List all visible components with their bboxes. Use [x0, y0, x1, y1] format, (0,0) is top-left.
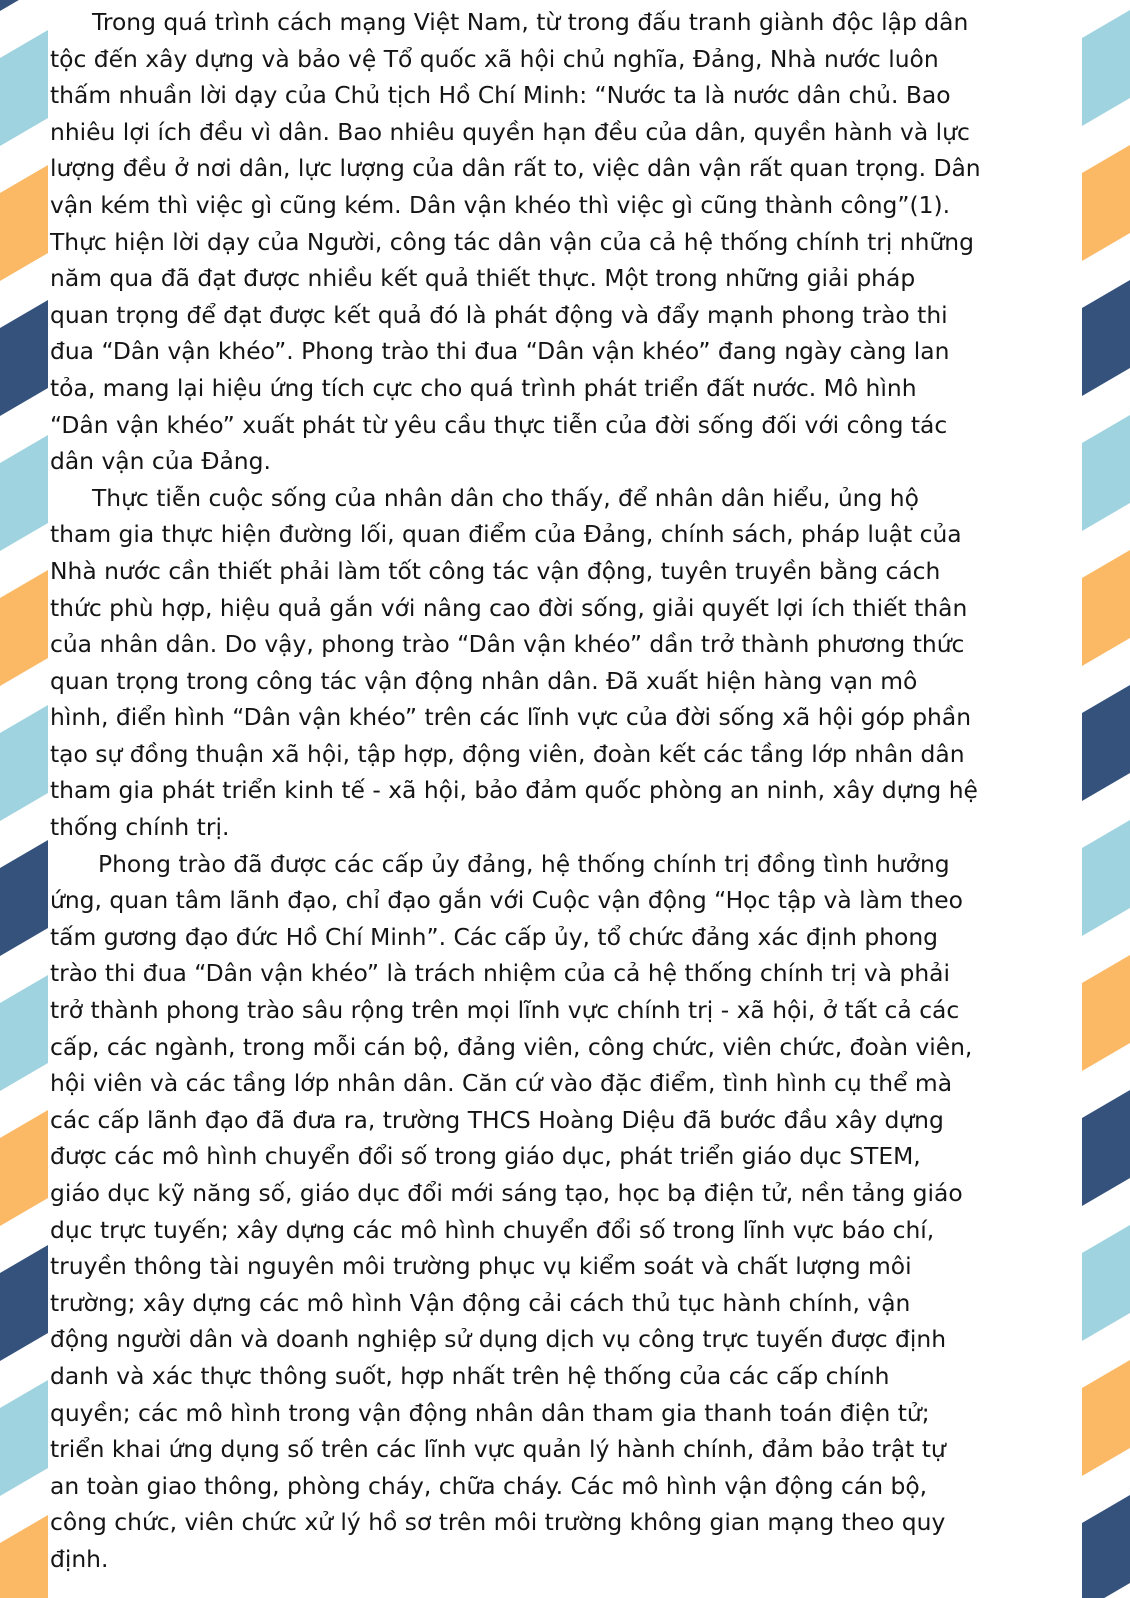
stripe — [0, 570, 48, 686]
text-line: “Dân vận khéo” xuất phát từ yêu cầu thực tiễn của đời sống đối với công tác — [50, 410, 948, 439]
text-line: Trong quá trình cách mạng Việt Nam, từ trong đấu tranh giành độc lập dân — [92, 8, 969, 36]
text-line: định. — [50, 1544, 109, 1573]
text-line: dục trực tuyến; xây dựng các mô hình chuyển đổi số trong lĩnh vực báo chí, — [50, 1215, 935, 1244]
text-line: của nhân dân. Do vậy, phong trào “Dân vận khéo” dần trở thành phương thức — [50, 630, 965, 659]
text-line: thức phù hợp, hiệu quả gắn với nâng cao đời sống, giải quyết lợi ích thiết thân — [50, 593, 968, 622]
text-line: giáo dục kỹ năng số, giáo dục đổi mới sáng tạo, học bạ điện tử, nền tảng giáo — [50, 1179, 963, 1207]
stripe — [0, 165, 48, 281]
stripe — [0, 1515, 48, 1598]
stripe — [0, 0, 48, 11]
text-line: tạo sự đồng thuận xã hội, tập hợp, động viên, đoàn kết các tầng lớp nhân dân — [50, 739, 965, 768]
stripe — [0, 840, 48, 956]
text-line: vận kém thì việc gì cũng kém. Dân vận khéo thì việc gì cũng thành công”(1). — [50, 190, 951, 219]
paragraph-1 — [50, 4, 1090, 480]
stripe — [0, 975, 48, 1091]
text-line: thấm nhuần lời dạy của Chủ tịch Hồ Chí Minh: “Nước ta là nước dân chủ. Bao — [50, 81, 951, 110]
text-line: trở thành phong trào sâu rộng trên mọi lĩnh vực chính trị - xã hội, ở tất cả các — [50, 996, 960, 1025]
stripe — [0, 30, 48, 146]
text-line: danh và xác thực thông suốt, hợp nhất trên hệ thống của các cấp chính — [50, 1361, 890, 1390]
text-line: cấp, các ngành, trong mỗi cán bộ, đảng viên, công chức, viên chức, đoàn viên, — [50, 1032, 973, 1061]
text-line: lượng đều ở nơi dân, lực lượng của dân rất to, việc dân vận rất quan trọng. Dân — [50, 154, 981, 183]
text-line: tộc đến xây dựng và bảo vệ Tổ quốc xã hội chủ nghĩa, Đảng, Nhà nước luôn — [50, 44, 939, 73]
stripe — [0, 1245, 48, 1361]
text-line: quan trọng để đạt được kết quả đó là phát động và đẩy mạnh phong trào thi — [50, 300, 948, 329]
text-line: Thực hiện lời dạy của Người, công tác dân vận của cả hệ thống chính trị những — [50, 227, 974, 256]
text-line: được các mô hình chuyển đổi số trong giáo dục, phát triển giáo dục STEM, — [50, 1142, 921, 1171]
text-line: năm qua đã đạt được nhiều kết quả thiết thực. Một trong những giải pháp — [50, 264, 916, 293]
text-line: truyền thông tài nguyên môi trường phục vụ kiểm soát và chất lượng môi — [50, 1252, 912, 1281]
stripe — [0, 705, 48, 821]
text-line: tấm gương đạo đức Hồ Chí Minh”. Các cấp ủy, tổ chức đảng xác định phong — [50, 922, 938, 951]
text-line: thống chính trị. — [50, 813, 230, 842]
text-line: triển khai ứng dụng số trên các lĩnh vực quản lý hành chính, đảm bảo trật tự — [50, 1435, 946, 1464]
text-line: Phong trào đã được các cấp ủy đảng, hệ thống chính trị đồng tình hưởng — [98, 849, 950, 878]
text-line: trường; xây dựng các mô hình Vận động cải cách thủ tục hành chính, vận — [50, 1288, 911, 1317]
document-body — [50, 4, 1090, 1578]
left-decorative-border — [0, 0, 48, 1598]
text-line: an toàn giao thông, phòng cháy, chữa cháy. Các mô hình vận động cán bộ, — [50, 1471, 928, 1500]
stripe — [0, 1110, 48, 1226]
text-line: tham gia thực hiện đường lối, quan điểm của Đảng, chính sách, pháp luật của — [50, 520, 962, 549]
text-line: ứng, quan tâm lãnh đạo, chỉ đạo gắn với Cuộc vận động “Học tập và làm theo — [50, 886, 963, 915]
text-line: Nhà nước cần thiết phải làm tốt công tác vận động, tuyên truyền bằng cách — [50, 556, 941, 585]
stripe — [0, 300, 48, 416]
text-line: trào thi đua “Dân vận khéo” là trách nhiệm của cả hệ thống chính trị và phải — [50, 959, 950, 988]
text-line: tỏa, mang lại hiệu ứng tích cực cho quá trình phát triển đất nước. Mô hình — [50, 373, 917, 402]
text-line: công chức, viên chức xử lý hồ sơ trên môi trường không gian mạng theo quy — [50, 1508, 946, 1537]
text-line: hội viên và các tầng lớp nhân dân. Căn cứ vào đặc điểm, tình hình cụ thể mà — [50, 1069, 953, 1098]
text-line: nhiêu lợi ích đều vì dân. Bao nhiêu quyền hạn đều của dân, quyền hành và lực — [50, 117, 970, 146]
paragraph-2 — [50, 480, 1090, 846]
text-line: đua “Dân vận khéo”. Phong trào thi đua “Dân vận khéo” đang ngày càng lan — [50, 337, 950, 366]
stripe-pattern — [0, 0, 48, 1598]
text-line: tham gia phát triển kinh tế - xã hội, bảo đảm quốc phòng an ninh, xây dựng hệ — [50, 776, 978, 805]
text-line: quan trọng trong công tác vận động nhân dân. Đã xuất hiện hàng vạn mô — [50, 666, 918, 695]
text-line: động người dân và doanh nghiệp sử dụng dịch vụ công trực tuyến được định — [50, 1325, 947, 1354]
text-line: các cấp lãnh đạo đã đưa ra, trường THCS Hoàng Diệu đã bước đầu xây dựng — [50, 1105, 944, 1134]
text-line: quyền; các mô hình trong vận động nhân dân tham gia thanh toán điện tử; — [50, 1398, 930, 1427]
stripe — [0, 435, 48, 551]
stripe — [0, 1380, 48, 1496]
paragraph-3 — [50, 846, 1090, 1578]
text-line: dân vận của Đảng. — [50, 447, 271, 476]
text-line: hình, điển hình “Dân vận khéo” trên các lĩnh vực của đời sống xã hội góp phần — [50, 703, 972, 732]
text-line: Thực tiễn cuộc sống của nhân dân cho thấy, để nhân dân hiểu, ủng hộ — [92, 483, 919, 512]
